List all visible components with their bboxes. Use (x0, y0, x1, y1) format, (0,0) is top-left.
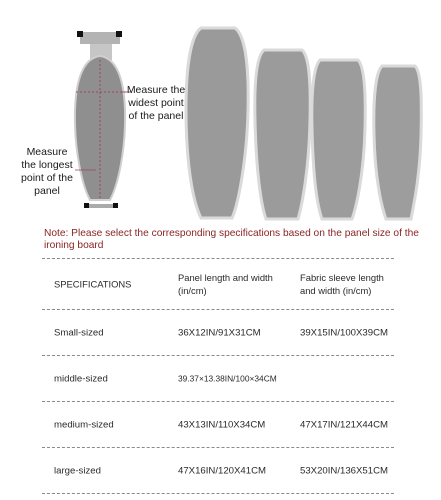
size-name: Small-sized (54, 327, 104, 338)
specifications-table (42, 258, 394, 494)
widest-point-label: Measure the widest point of the panel (126, 84, 186, 122)
sleeve-size: 39X15IN/100X39CM (300, 327, 388, 338)
sleeve-size: 47X17IN/121X44CM (300, 419, 388, 430)
table-row (42, 356, 394, 402)
measured-board (75, 31, 132, 208)
bracket-corner-icon (116, 31, 122, 37)
header-specifications: SPECIFICATIONS (54, 278, 132, 290)
panel-size: 47X16IN/120X41CM (178, 465, 266, 476)
table-row (42, 448, 394, 494)
table-header-row (42, 258, 394, 310)
size-name: middle-sized (54, 373, 108, 384)
bracket-corner-icon (84, 203, 89, 208)
panel-size: 36X12IN/91X31CM (178, 327, 261, 338)
table-row (42, 402, 394, 448)
table-row (42, 310, 394, 356)
bracket-corner-icon (113, 203, 118, 208)
board-bracket-top (80, 32, 120, 44)
sleeve-size: 53X20IN/136X51CM (300, 465, 388, 476)
size-name: medium-sized (54, 419, 114, 430)
cover-small (186, 28, 248, 218)
header-sleeve-size: Fabric sleeve length and width (in/cm) (300, 272, 384, 296)
longest-point-label: Measure the longest point of the panel (21, 146, 73, 197)
size-selection-note: Note: Please select the corresponding specifications based on the panel size of the ironing board (44, 228, 419, 251)
bracket-corner-icon (77, 31, 83, 37)
panel-size: 39.37×13.38IN/100×34CM (178, 373, 277, 383)
cover-middle (255, 50, 310, 219)
cover-medium (312, 60, 365, 219)
header-panel-size: Panel length and width (in/cm) (178, 272, 273, 296)
size-name: large-sized (54, 465, 101, 476)
board-bracket-bottom (86, 204, 116, 208)
cover-large (374, 66, 422, 219)
panel-size: 43X13IN/110X34CM (178, 419, 266, 430)
